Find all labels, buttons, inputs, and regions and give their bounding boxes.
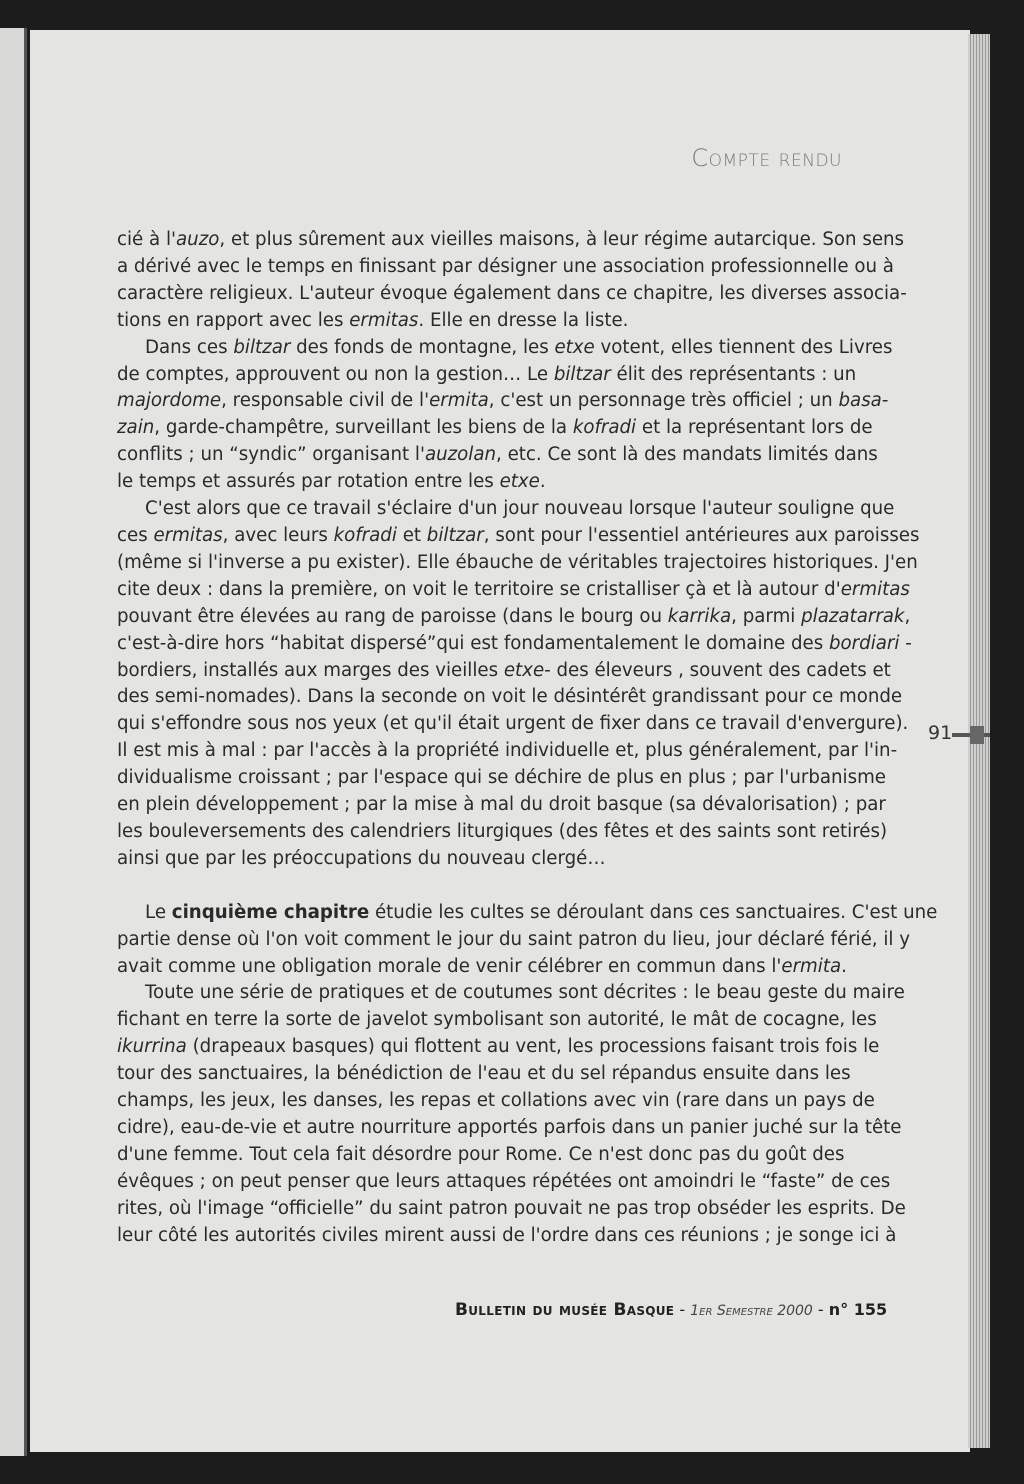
italic-term: basa- <box>838 390 889 412</box>
text-run: qui s'effondre sous nos yeux (et qu'il était urgent de fixer dans ce travail d'envergure). <box>117 713 909 735</box>
facing-page-edge <box>0 28 27 1456</box>
journal-title: Bulletin du musée Basque <box>455 1300 675 1320</box>
italic-term: etxe <box>499 471 540 493</box>
text-run: d'une femme. Tout cela fait désordre pour Rome. Ce n'est donc pas du goût des <box>117 1143 845 1165</box>
italic-term: bordiari <box>829 632 900 654</box>
running-header: Compte rendu <box>691 144 842 172</box>
text-line <box>117 604 911 631</box>
text-line <box>117 442 878 469</box>
italic-term: ermitas <box>349 309 419 331</box>
text-run: Il est mis à mal : par l'accès à la propriété individuelle et, plus généralement, par l'in- <box>117 740 898 762</box>
italic-term: biltzar <box>553 363 611 385</box>
text-line <box>117 1223 897 1250</box>
text-line <box>117 684 903 711</box>
text-run: . <box>539 471 546 493</box>
text-line <box>117 711 909 738</box>
text-run: Dans ces <box>145 336 234 358</box>
text-run: , garde-champêtre, surveillant les biens de la <box>154 417 573 439</box>
text-run: . Elle en dresse la liste. <box>418 309 629 331</box>
text-run: , sont pour l'essentiel antérieures aux paroisses <box>483 524 920 546</box>
article-body <box>117 227 938 1250</box>
text-line <box>117 415 873 442</box>
text-line <box>117 1088 875 1115</box>
text-run: bordiers, installés aux marges des vieilles <box>117 659 504 681</box>
italic-term: ermita <box>781 955 842 977</box>
text-run: cidre), eau-de-vie et autre nourriture apportés parfois dans un panier juché sur la tête <box>117 1117 902 1138</box>
italic-term: kofradi <box>333 524 397 546</box>
page-marker-block <box>970 726 984 744</box>
issue-number: n° 155 <box>828 1300 888 1319</box>
italic-term: ermitas <box>153 524 223 546</box>
text-run: et <box>396 524 427 546</box>
paragraph <box>117 335 893 496</box>
text-run: . <box>841 955 847 977</box>
italic-term: ermitas <box>840 578 910 600</box>
text-run: des fonds de montagne, les <box>290 336 555 358</box>
text-line <box>117 846 841 873</box>
footer-separator: - <box>674 1300 691 1319</box>
italic-term: etxe- <box>503 659 551 681</box>
italic-term: ikurrina <box>117 1036 187 1058</box>
footer-separator: - <box>812 1300 829 1319</box>
text-run: pouvant être élevées au rang de paroisse (dans le bourg ou <box>117 605 668 627</box>
paragraph <box>117 900 938 981</box>
text-run: cié à l' <box>117 229 177 250</box>
text-run: dividualisme croissant ; par l'espace qui se déchire de plus en plus ; par l'urbanisme <box>117 767 886 789</box>
text-line <box>117 550 918 577</box>
text-line <box>117 388 889 415</box>
italic-term: plazatarrak <box>801 605 905 627</box>
text-run: des éleveurs , souvent des cadets et <box>550 659 891 681</box>
text-line <box>117 738 898 765</box>
text-run: , etc. Ce sont là des mandats limités dans <box>496 444 878 466</box>
italic-term: auzolan <box>424 444 497 466</box>
text-run: ainsi que par les préoccupations du nouveau clergé… <box>117 847 606 869</box>
text-run: , avec leurs <box>222 524 334 546</box>
text-line <box>117 1115 902 1142</box>
text-line <box>117 227 905 254</box>
text-line <box>117 281 907 308</box>
text-run: le temps et assurés par rotation entre les <box>117 471 500 493</box>
italic-term: biltzar <box>426 524 484 546</box>
text-line <box>117 819 888 846</box>
text-line <box>117 927 911 954</box>
text-run: élit des représentants : un <box>610 363 857 385</box>
text-run: (drapeaux basques) qui flottent au vent, les processions faisant trois fois le <box>186 1036 880 1058</box>
text-run: et la représentant lors de <box>636 417 873 439</box>
text-run: leur côté les autorités civiles mirent aussi de l'ordre dans ces réunions ; je songe ici à <box>117 1224 897 1246</box>
italic-term: etxe <box>554 336 595 358</box>
text-run: champs, les jeux, les danses, les repas et collations avec vin (rare dans un pays de <box>117 1090 875 1112</box>
text-line <box>117 577 910 604</box>
italic-term: auzo <box>176 229 220 250</box>
text-run: étudie les cultes se déroulant dans ces sanctuaires. C'est une <box>369 901 938 923</box>
text-run: ces <box>117 524 154 546</box>
text-run: conflits ; un “syndic” organisant l' <box>117 444 425 466</box>
text-run: avait comme une obligation morale de venir célébrer en commun dans l' <box>117 955 782 977</box>
running-footer <box>455 1300 888 1320</box>
text-line <box>117 254 894 281</box>
text-line <box>117 1169 891 1196</box>
page-number: 91 <box>928 722 953 744</box>
text-run: C'est alors que ce travail s'éclaire d'un jour nouveau lorsque l'auteur souligne que <box>145 498 895 520</box>
text-line <box>117 765 886 792</box>
text-run: (même si l'inverse a pu exister). Elle ébauche de véritables trajectoires historiques. J'en <box>117 551 918 573</box>
paragraph <box>117 227 907 335</box>
text-line <box>117 658 891 685</box>
text-line <box>117 1196 906 1223</box>
text-run: fichant en terre la sorte de javelot symbolisant son autorité, le mât de cocagne, les <box>117 1009 877 1031</box>
text-run: de comptes, approuvent ou non la gestion… Le <box>117 363 554 385</box>
text-run: votent, elles tiennent des Livres <box>594 336 893 358</box>
text-line <box>117 954 847 981</box>
text-line <box>117 980 905 1007</box>
paragraph <box>117 980 906 1249</box>
text-line <box>117 308 841 335</box>
footer-semester: 1er Semestre 2000 <box>690 1303 813 1319</box>
text-line <box>117 792 886 819</box>
italic-term: majordome <box>117 390 222 412</box>
text-line <box>117 1142 845 1169</box>
text-line <box>117 1034 880 1061</box>
text-run: cite deux : dans la première, on voit le territoire se cristalliser çà et là autour d' <box>117 578 841 600</box>
text-run: rites, où l'image “officielle” du saint patron pouvait ne pas trop obséder les esprits. De <box>117 1197 906 1219</box>
text-run: , parmi <box>731 605 802 627</box>
text-line <box>117 1061 851 1088</box>
text-line <box>117 469 841 496</box>
text-line <box>117 631 912 658</box>
text-run: c'est-à-dire hors “habitat dispersé”qui est fondamentalement le domaine des <box>117 632 829 654</box>
text-line <box>117 335 893 362</box>
text-run: - <box>899 632 912 654</box>
text-run: les bouleversements des calendriers liturgiques (des fêtes et des saints sont retirés) <box>117 820 888 842</box>
text-run: Toute une série de pratiques et de coutumes sont décrites : le beau geste du maire <box>145 982 905 1004</box>
text-run: , c'est un personnage très officiel ; un <box>488 390 839 412</box>
bold-term: cinquième chapitre <box>171 901 370 923</box>
text-run: tour des sanctuaires, la bénédiction de l'eau et du sel répandus ensuite dans les <box>117 1063 851 1085</box>
italic-term: ermita <box>429 390 489 412</box>
text-run: a dérivé avec le temps en finissant par désigner une association professionnelle ou à <box>117 255 894 277</box>
text-line <box>117 496 895 523</box>
italic-term: kofradi <box>572 417 637 439</box>
text-line <box>117 900 938 927</box>
text-run: , responsable civil de l' <box>221 390 430 412</box>
text-run: caractère religieux. L'auteur évoque également dans ce chapitre, les diverses associa- <box>117 282 907 304</box>
text-run: évêques ; on peut penser que leurs attaques répétées ont amoindri le “faste” de ces <box>117 1170 891 1192</box>
text-run: des semi-nomades). Dans la seconde on voit le désintérêt grandissant pour ce monde <box>117 686 903 708</box>
text-run: tions en rapport avec les <box>117 309 350 331</box>
text-run: , et plus sûrement aux vieilles maisons, à leur régime autarcique. Son sens <box>219 229 905 250</box>
text-run: en plein développement ; par la mise à mal du droit basque (sa dévalorisation) ; par <box>117 794 886 816</box>
text-line <box>117 362 857 389</box>
italic-term: zain <box>117 417 155 439</box>
text-run: partie dense où l'on voit comment le jour du saint patron du lieu, jour déclaré férié, il y <box>117 928 911 950</box>
italic-term: karrika <box>667 605 732 627</box>
text-line <box>117 523 920 550</box>
text-line <box>117 1007 877 1034</box>
paragraph <box>117 496 920 873</box>
italic-term: biltzar <box>233 336 291 358</box>
text-run: Le <box>145 901 172 923</box>
text-run: , <box>904 605 911 627</box>
